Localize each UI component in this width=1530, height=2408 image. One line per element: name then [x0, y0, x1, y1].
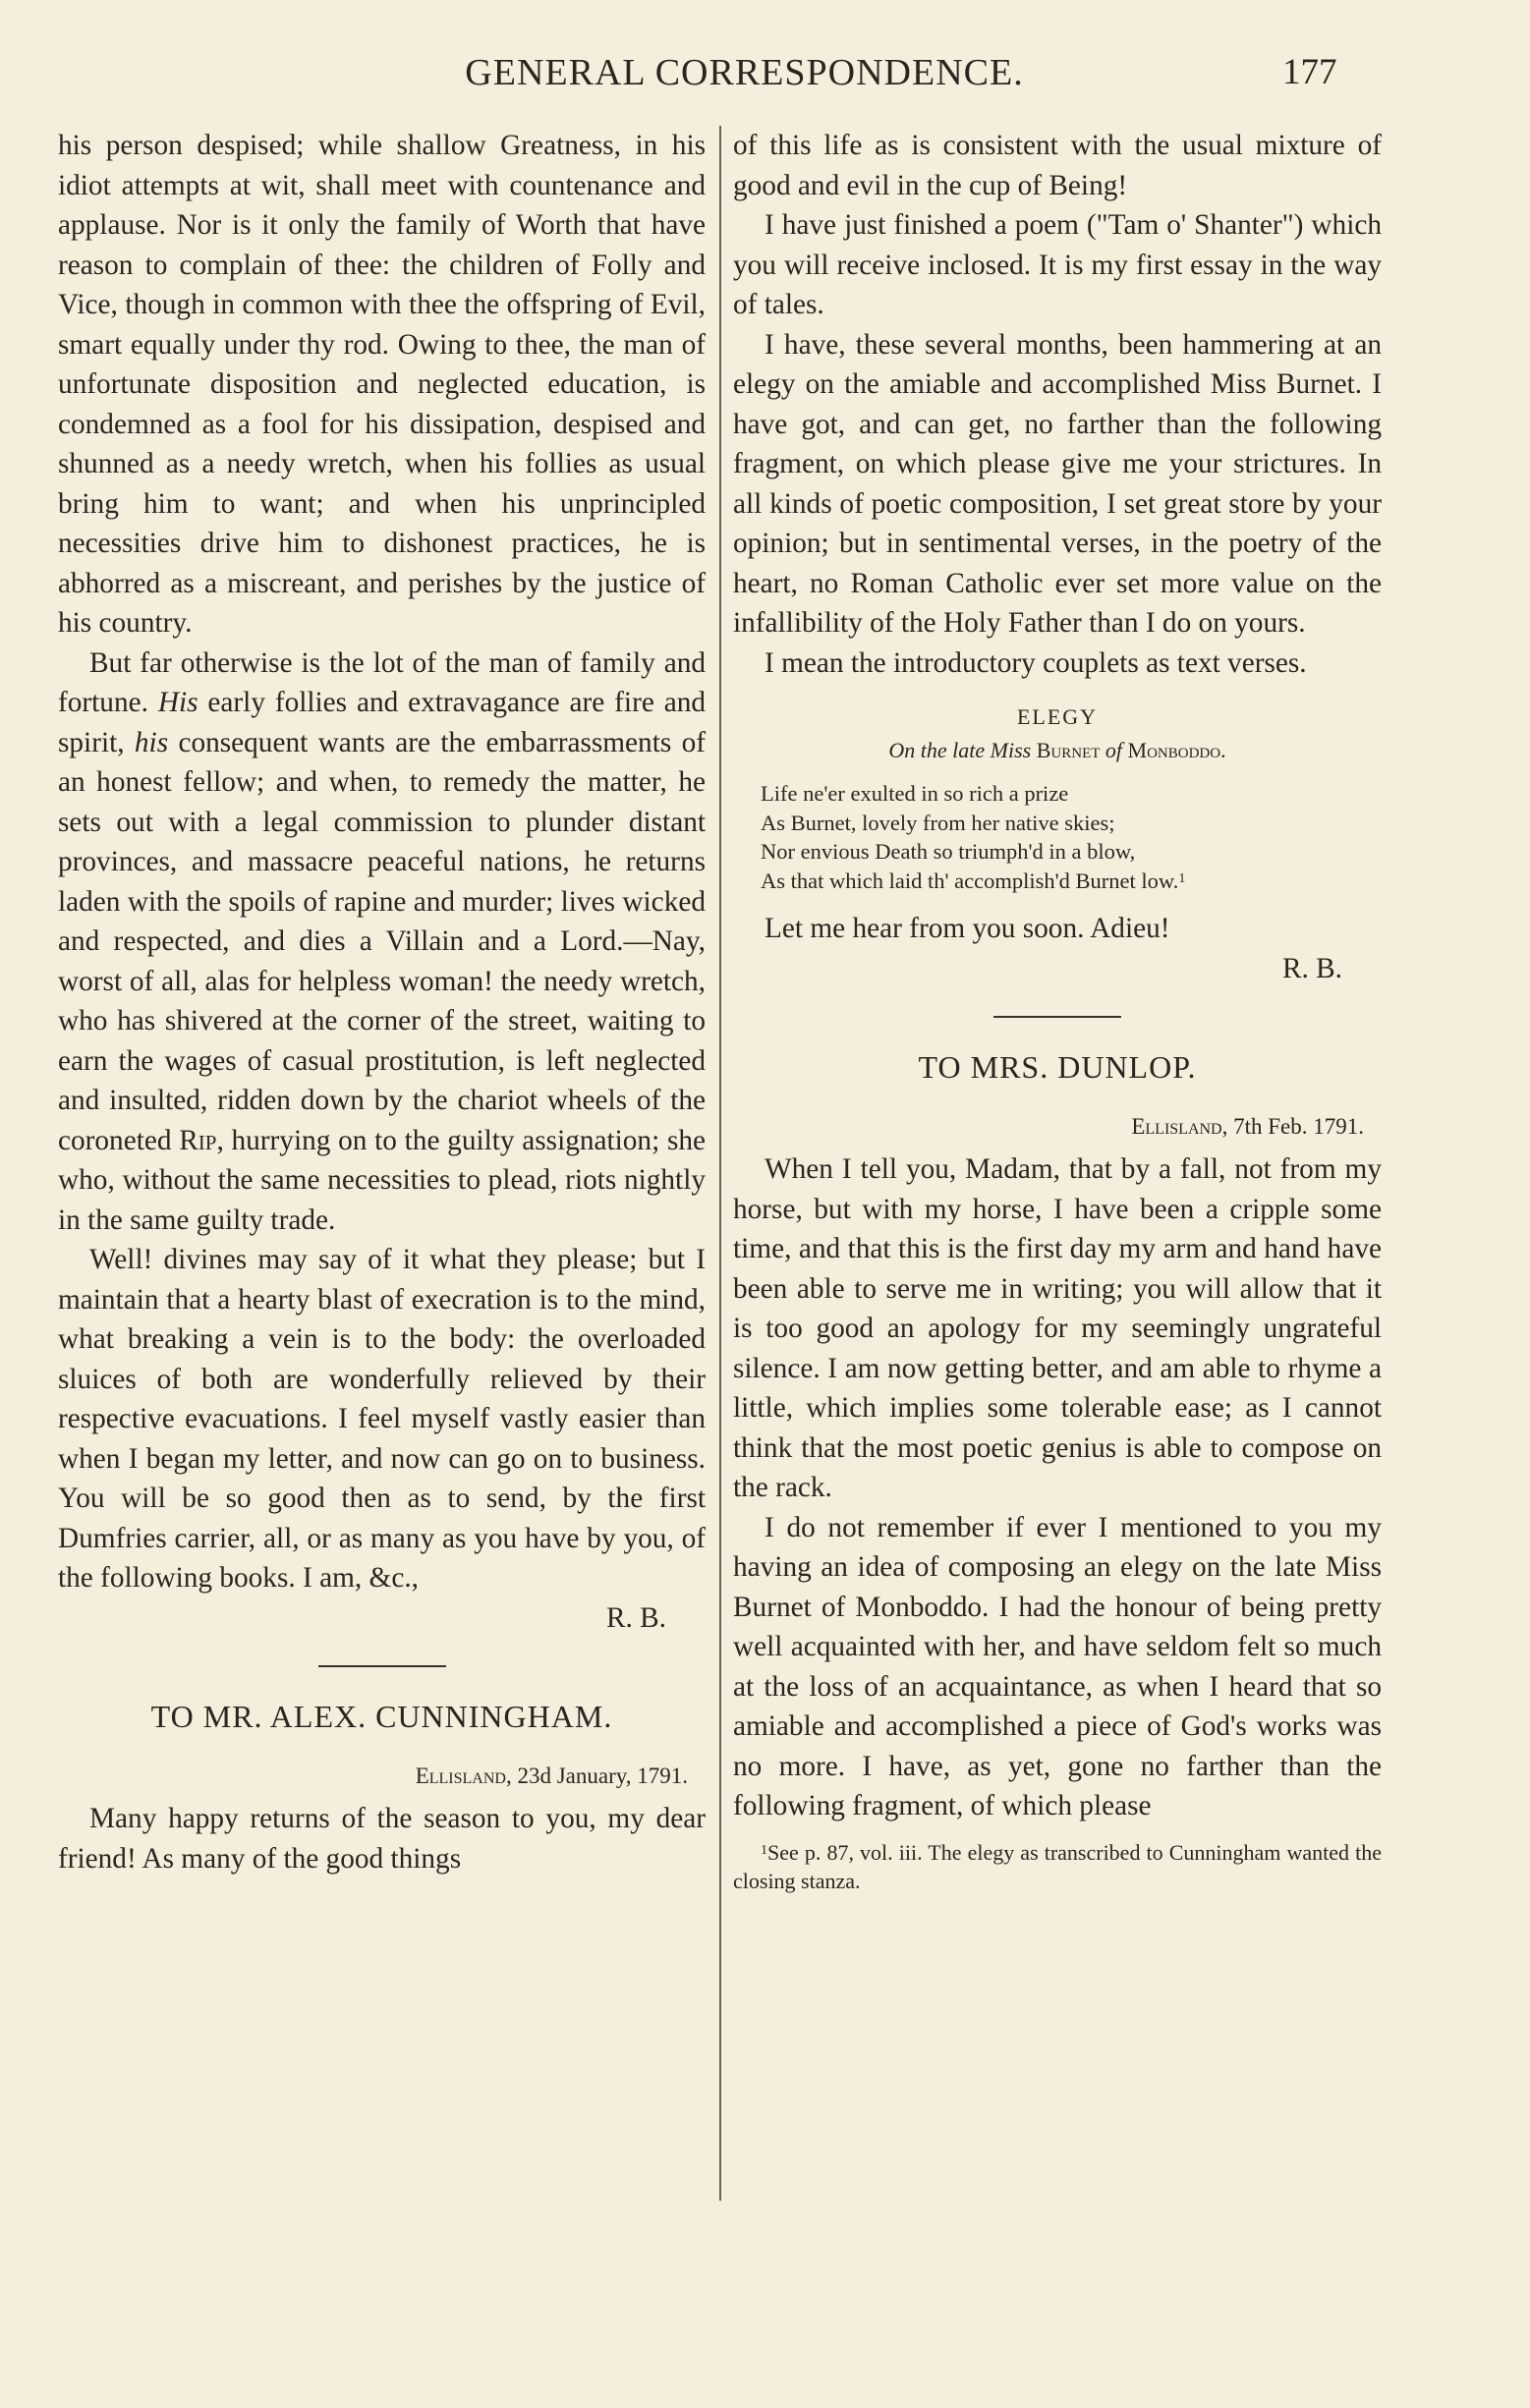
signature: R. B. — [1281, 952, 1342, 984]
paragraph: Well! divines may say of it what they please; but I maintain that a hearty blast of execration is to the mind, what breaking a vein is to the body: the overloaded sluices of both are wonderfully relieved by their respective evacuations. I feel myself vastly easier than when I began my letter, and now can go on to business. You will be so good then as to send, by the first Dumfries carrier, all, or as many as you have by you, of the following books. I am, &c., — [58, 1244, 706, 1594]
paragraph: I mean the introductory couplets as text verses. — [765, 646, 1307, 679]
poem-line: As that which laid th' accomplish'd Burnet low.$^1$ — [761, 868, 1186, 893]
paragraph: But far otherwise is the lot of the man of family and fortune. His early follies and extravagance are fire and spirit, his consequent wants are the embarrassments of an honest fellow; and when, to remedy the matter, he sets out with a legal commission to plunder distant provinces, and massacre peaceful nations, he returns laden with the spoils of rapine and murder; lives wicked and respected, and dies a Villain and a Lord.—Nay, worst of all, alas for helpless woman! the needy wretch, who has shivered at the corner of the street, waiting to earn the wages of casual prostitution, is left neglected and insulted, ridden down by the chariot wheels of the coroneted Rip, hurrying on to the guilty assignation; she who, without the same necessities to plead, riots nightly in the same guilty trade. — [58, 646, 707, 1236]
paragraph: his person despised; while shallow Greatness, in his idiot attempts at wit, shall meet with countenance and applause. Nor is it only the family of Worth that have reason to complain of thee: the children of Folly and Vice, though in common with thee the offspring of Evil, smart equally under thy rod. Owing to thee, the man of unfortunate disposition and neglected education, is condemned as a fool for his dissipation, despised and shunned as a needy wretch, when his follies as usual bring him to want; and when his unprincipled necessities drive him to dishonest practices, he is abhorred as a miscreant, and perishes by the justice of his country. — [58, 130, 706, 639]
paragraph: I have just finished a poem ("Tam o' Shanter") which you will receive inclosed. It is my first essay in the way of tales. — [733, 209, 1382, 320]
poem-title: ELEGY — [1016, 704, 1099, 729]
column-rule — [719, 126, 721, 2201]
signature: R. B. — [605, 1601, 666, 1634]
poem-line: As Burnet, lovely from her native skies; — [761, 810, 1115, 835]
paragraph: Let me hear from you soon. Adieu! — [765, 913, 1170, 944]
letter-title: TO MRS. DUNLOP. — [918, 1049, 1197, 1085]
running-head: GENERAL CORRESPONDENCE. — [465, 52, 1024, 93]
paragraph: When I tell you, Madam, that by a fall, not from my horse, but with my horse, I have been a cripple some time, and that this is the first day my arm and hand have been able to serve me in writing; you will allow that it is too good an apology for my seemingly ungrateful silence. I am now getting better, and am able to rhyme a little, which implies some tolerable ease; as I cannot think that the most poetic genius is able to compose on the rack. — [733, 1153, 1382, 1503]
paragraph: of this life as is consistent with the usual mixture of good and evil in the cup of Being! — [733, 130, 1382, 201]
footnote-marker: 1 — [761, 1842, 767, 1858]
letter-title: TO MR. ALEX. CUNNINGHAM. — [150, 1699, 613, 1734]
footnote-marker: 1 — [1178, 870, 1186, 886]
paragraph: Many happy returns of the season to you, my dear friend! As many of the good things — [58, 1803, 706, 1875]
dateline: Ellisland, 23d January, 1791. — [415, 1764, 688, 1788]
poem — [733, 779, 1382, 895]
footnote: $^1$See p. 87, vol. iii. The elegy as transcribed to Cunningham wanted the closing stanza. — [733, 1839, 1382, 1893]
section-divider — [318, 1665, 446, 1667]
section-divider — [993, 1016, 1121, 1018]
poem-subtitle: On the late Miss Burnet of Monboddo. — [888, 738, 1226, 762]
dateline: Ellisland, 7th Feb. 1791. — [1131, 1114, 1364, 1139]
poem-line: Life ne'er exulted in so rich a prize — [761, 781, 1069, 806]
paragraph: I have, these several months, been hammering at an elegy on the amiable and accomplished Miss Burnet. I have got, and can get, no farther than the following fragment, on which please give me your strictures. In all kinds of poetic composition, I set great store by your opinion; but in sentimental verses, in the poetry of the heart, no Roman Catholic ever set more value on the infallibility of the Holy Father than I do on yours. — [733, 328, 1382, 639]
right-column — [733, 126, 1382, 1895]
paragraph: I do not remember if ever I mentioned to you my having an idea of composing an elegy on the late Miss Burnet of Monboddo. I had the honour of being pretty well acquainted with her, and have seldom felt so much at the loss of an acquaintance, as when I heard that so amiable and accomplished a piece of God's works was no more. I have, as yet, gone no farther than the following fragment, of which please — [733, 1511, 1382, 1821]
page-number: 177 — [1282, 52, 1337, 92]
left-column — [58, 126, 706, 1878]
poem-line: Nor envious Death so triumph'd in a blow, — [761, 839, 1136, 864]
